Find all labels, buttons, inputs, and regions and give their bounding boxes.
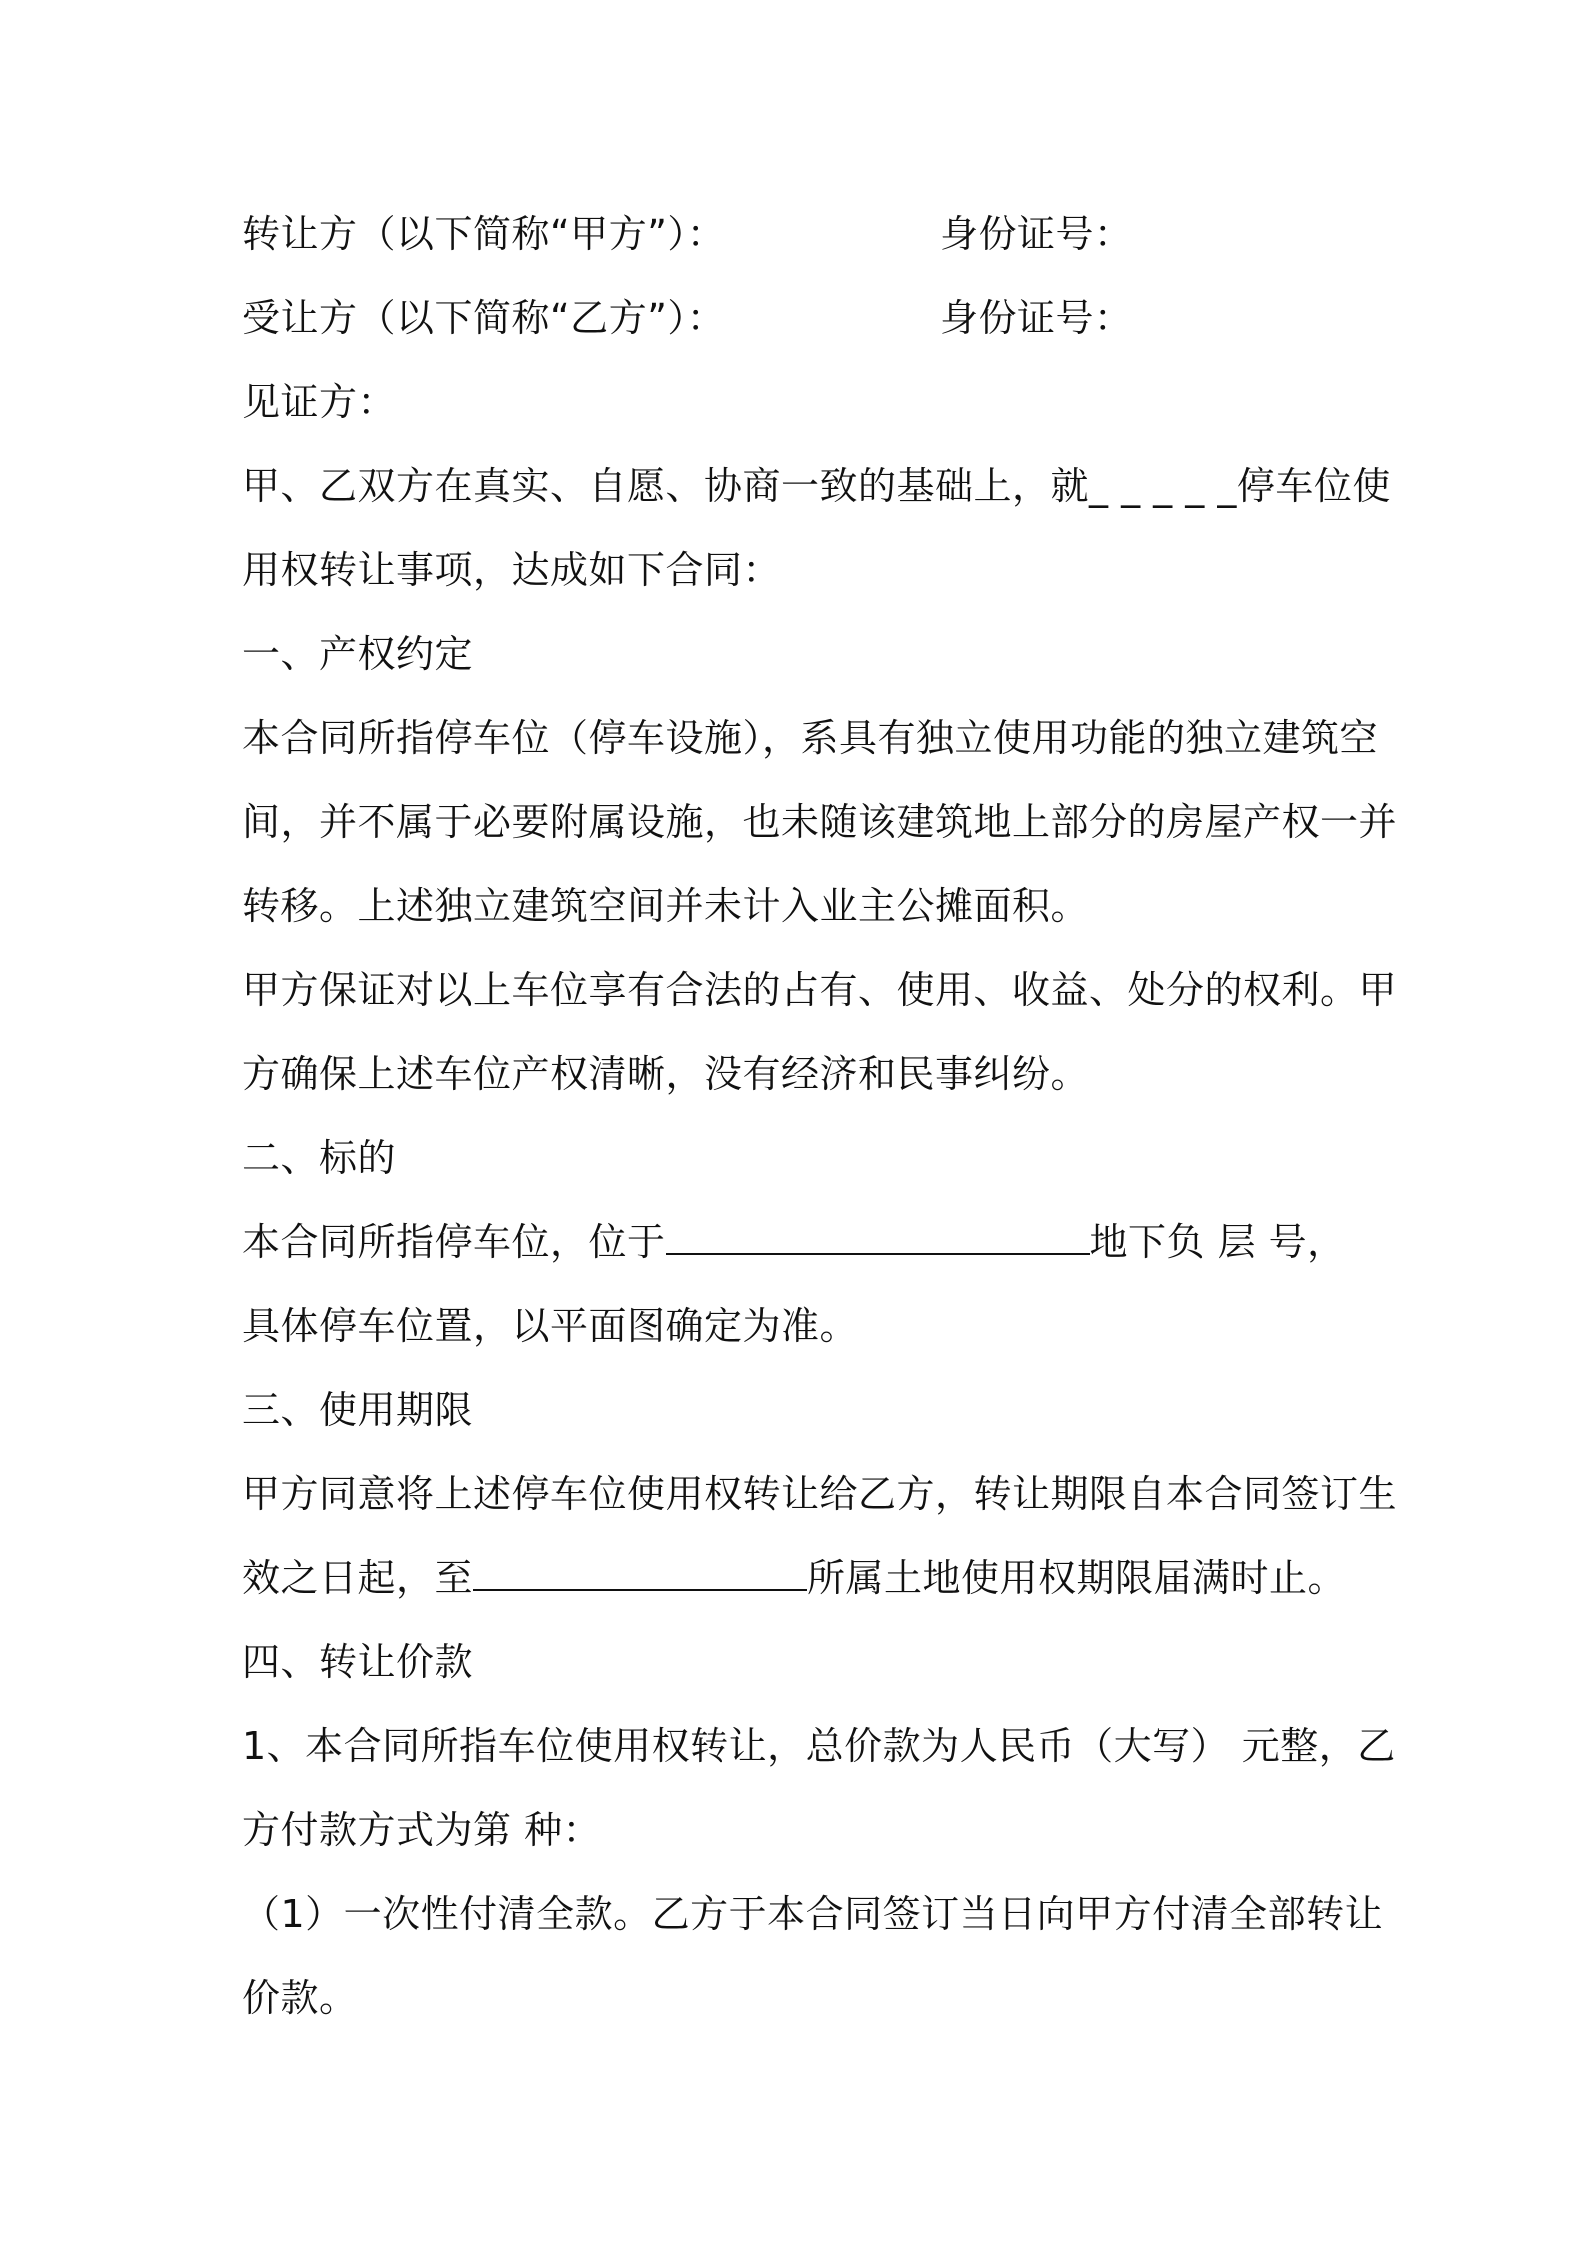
transferee-label: 受让方（以下简称“乙方”）：: [242, 296, 726, 340]
transferee-row: [242, 276, 1362, 360]
intro-text-before: 甲、乙双方在真实、自愿、协商一致的基础上，就: [242, 464, 1090, 508]
section-heading: 一、产权约定: [242, 632, 474, 676]
paragraph-text: 本合同所指停车位（停车设施），系具有独立使用功能的独立建筑空: [242, 716, 1379, 760]
section3-heading: [242, 1368, 1362, 1452]
section4-item1-line1: [242, 1704, 1396, 1788]
section1-p2-line2: [242, 1032, 1362, 1116]
section2-heading: [242, 1116, 1362, 1200]
witness-label: 见证方：: [242, 380, 397, 424]
paragraph-text: 本合同所指停车位，位于: [242, 1220, 666, 1264]
paragraph-text: （1）一次性付清全款。乙方于本合同签订当日向甲方付清全部转让: [242, 1892, 1384, 1936]
section-heading: 三、使用期限: [242, 1388, 474, 1432]
section3-line1: [242, 1452, 1398, 1536]
intro-line-2: [242, 528, 1362, 612]
term-blank: [473, 1549, 807, 1591]
section4-option1-line2: [242, 1956, 1362, 2040]
paragraph-text: 所属土地使用权期限届满时止。: [807, 1556, 1347, 1600]
contract-body: [242, 192, 1398, 2040]
section1-p2-line1: [242, 948, 1398, 1032]
section1-heading: [242, 612, 1362, 696]
witness-row: [242, 360, 1362, 444]
transferor-label: 转让方（以下简称“甲方”）：: [242, 212, 726, 256]
intro-text-line2: 用权转让事项，达成如下合同：: [242, 548, 782, 592]
section4-option1-line1: [242, 1872, 1384, 1956]
section-heading: 二、标的: [242, 1136, 397, 1180]
transferee-id-label: 身份证号：: [940, 296, 1133, 340]
location-blank: [666, 1213, 1090, 1255]
paragraph-text: 转移。上述独立建筑空间并未计入业主公摊面积。: [242, 884, 1090, 928]
section3-line2: [242, 1536, 1362, 1620]
paragraph-text: 具体停车位置，以平面图确定为准。: [242, 1304, 859, 1348]
intro-line-1: [242, 444, 1391, 528]
section4-heading: [242, 1620, 1362, 1704]
section2-line1: [242, 1200, 1362, 1284]
intro-blank: _ _ _ _ _: [1089, 464, 1237, 508]
paragraph-text: 甲方保证对以上车位享有合法的占有、使用、收益、处分的权利。甲: [242, 968, 1398, 1012]
paragraph-text: 甲方同意将上述停车位使用权转让给乙方，转让期限自本合同签订生: [242, 1472, 1398, 1516]
paragraph-text: 地下负 层 号，: [1089, 1220, 1346, 1264]
transferor-row: [242, 192, 1362, 276]
section1-p1-line2: [242, 780, 1398, 864]
paragraph-text: 1、本合同所指车位使用权转让，总价款为人民币（大写） 元整，乙: [242, 1724, 1396, 1768]
paragraph-text: 效之日起，至: [242, 1556, 474, 1600]
section4-item1-line2: [242, 1788, 1362, 1872]
paragraph-text: 方确保上述车位产权清晰，没有经济和民事纠纷。: [242, 1052, 1090, 1096]
intro-text-after: 停车位使: [1236, 464, 1391, 508]
paragraph-text: 间，并不属于必要附属设施，也未随该建筑地上部分的房屋产权一并: [242, 800, 1398, 844]
section1-p1-line1: [242, 696, 1379, 780]
paragraph-text: 价款。: [242, 1976, 358, 2020]
section-heading: 四、转让价款: [242, 1640, 474, 1684]
section1-p1-line3: [242, 864, 1362, 948]
transferor-id-label: 身份证号：: [940, 212, 1133, 256]
paragraph-text: 方付款方式为第 种：: [242, 1808, 602, 1852]
section2-line2: [242, 1284, 1362, 1368]
